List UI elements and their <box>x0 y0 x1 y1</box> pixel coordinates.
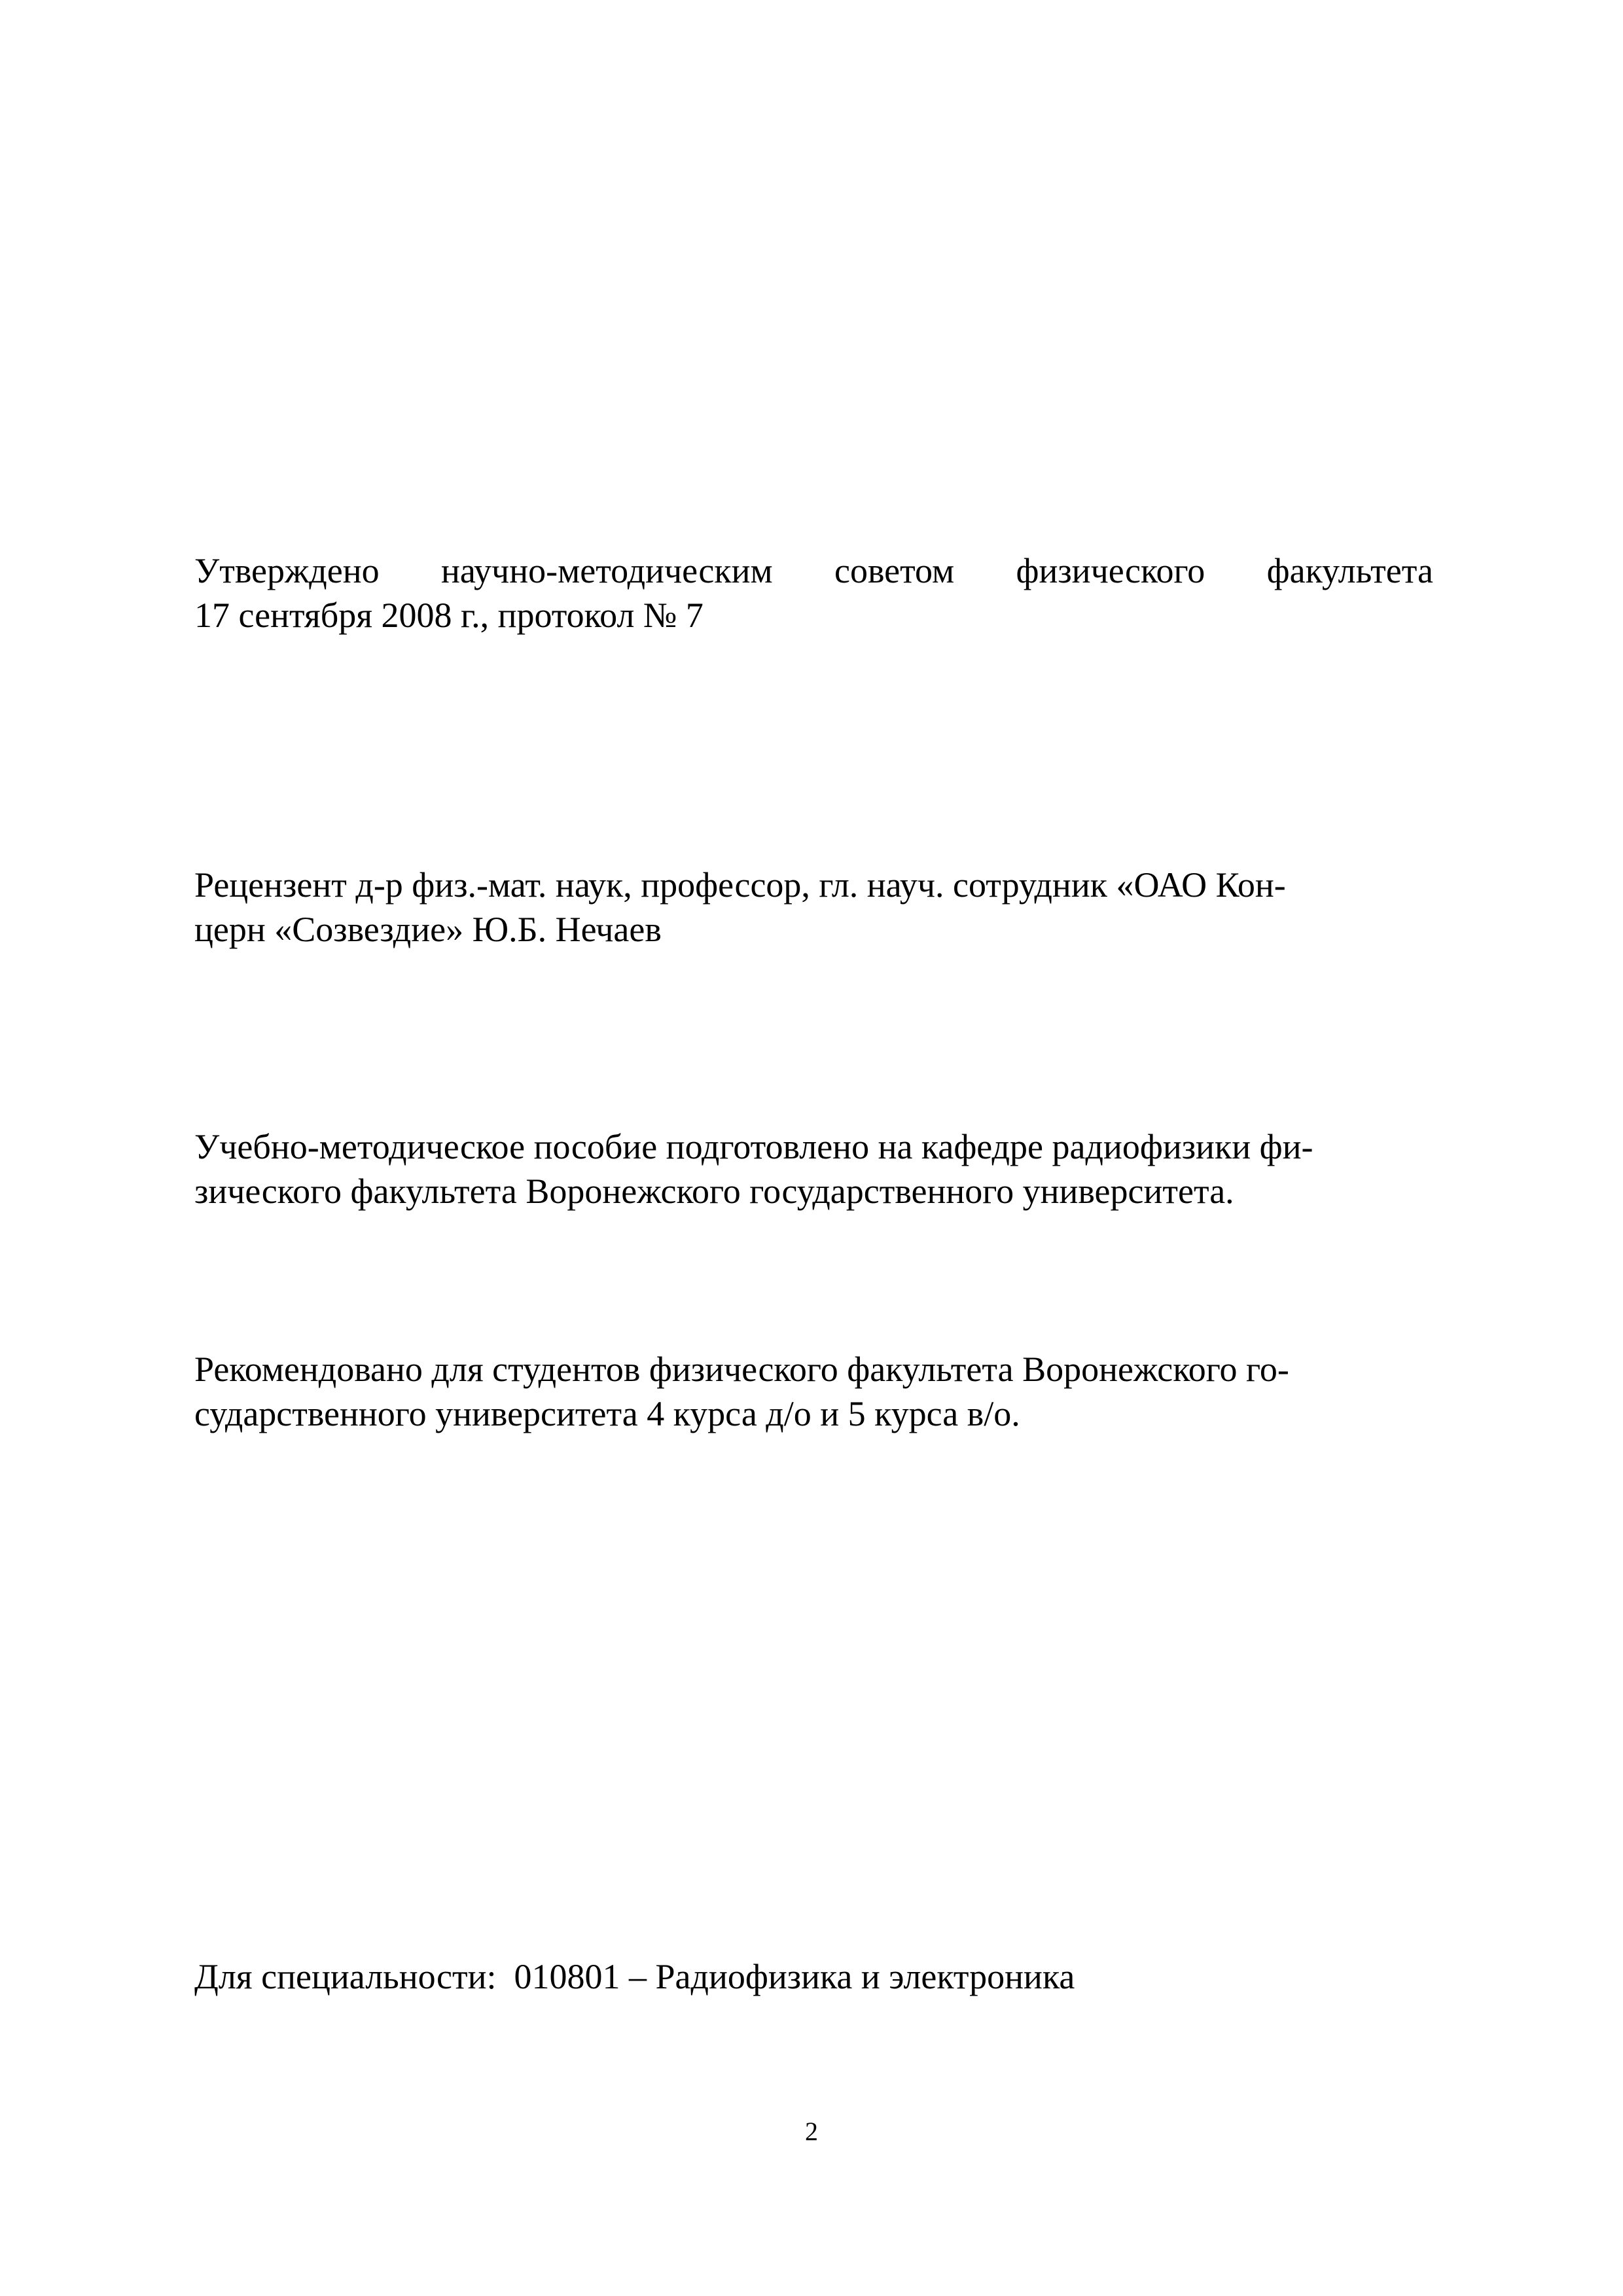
specialty-line <box>194 1954 1433 1999</box>
approval-word: физического <box>1016 551 1205 590</box>
specialty-note <box>194 1954 1433 1999</box>
approval-word: Утверждено <box>194 551 380 590</box>
specialty-name: Радиофизика и электроника <box>655 1957 1075 1996</box>
approval-word: научно-методическим <box>440 551 773 590</box>
recommendation-line-1: Рекомендовано для студентов физического факультета Воронежского го- <box>194 1350 1289 1389</box>
approval-note <box>194 548 1433 637</box>
approval-line-2: 17 сентября 2008 г., протокол № 7 <box>194 596 704 635</box>
specialty-dash: – <box>628 1957 647 1996</box>
approval-word: советом <box>834 551 955 590</box>
page-number: 2 <box>805 2117 818 2146</box>
recommendation-line-2: сударственного университета 4 курса д/о и 5 курса в/о. <box>194 1394 1020 1433</box>
reviewer-line-2: церн «Созвездие» Ю.Б. Нечаев <box>194 910 662 949</box>
approval-line-1 <box>194 548 1433 593</box>
prepared-line-1: Учебно-методическое пособие подготовлено на кафедре радиофизики фи- <box>194 1127 1313 1166</box>
prepared-note <box>194 1124 1433 1213</box>
reviewer-note <box>194 863 1433 952</box>
specialty-code: 010801 <box>514 1957 620 1996</box>
prepared-line-2: зического факультета Воронежского государственного университета. <box>194 1172 1234 1211</box>
reviewer-line-1: Рецензент д-р физ.-мат. наук, профессор, гл. науч. сотрудник «ОАО Кон- <box>194 865 1286 905</box>
approval-word: факультета <box>1266 551 1433 590</box>
recommendation-note <box>194 1347 1433 1436</box>
specialty-label: Для специальности: <box>194 1957 497 1996</box>
